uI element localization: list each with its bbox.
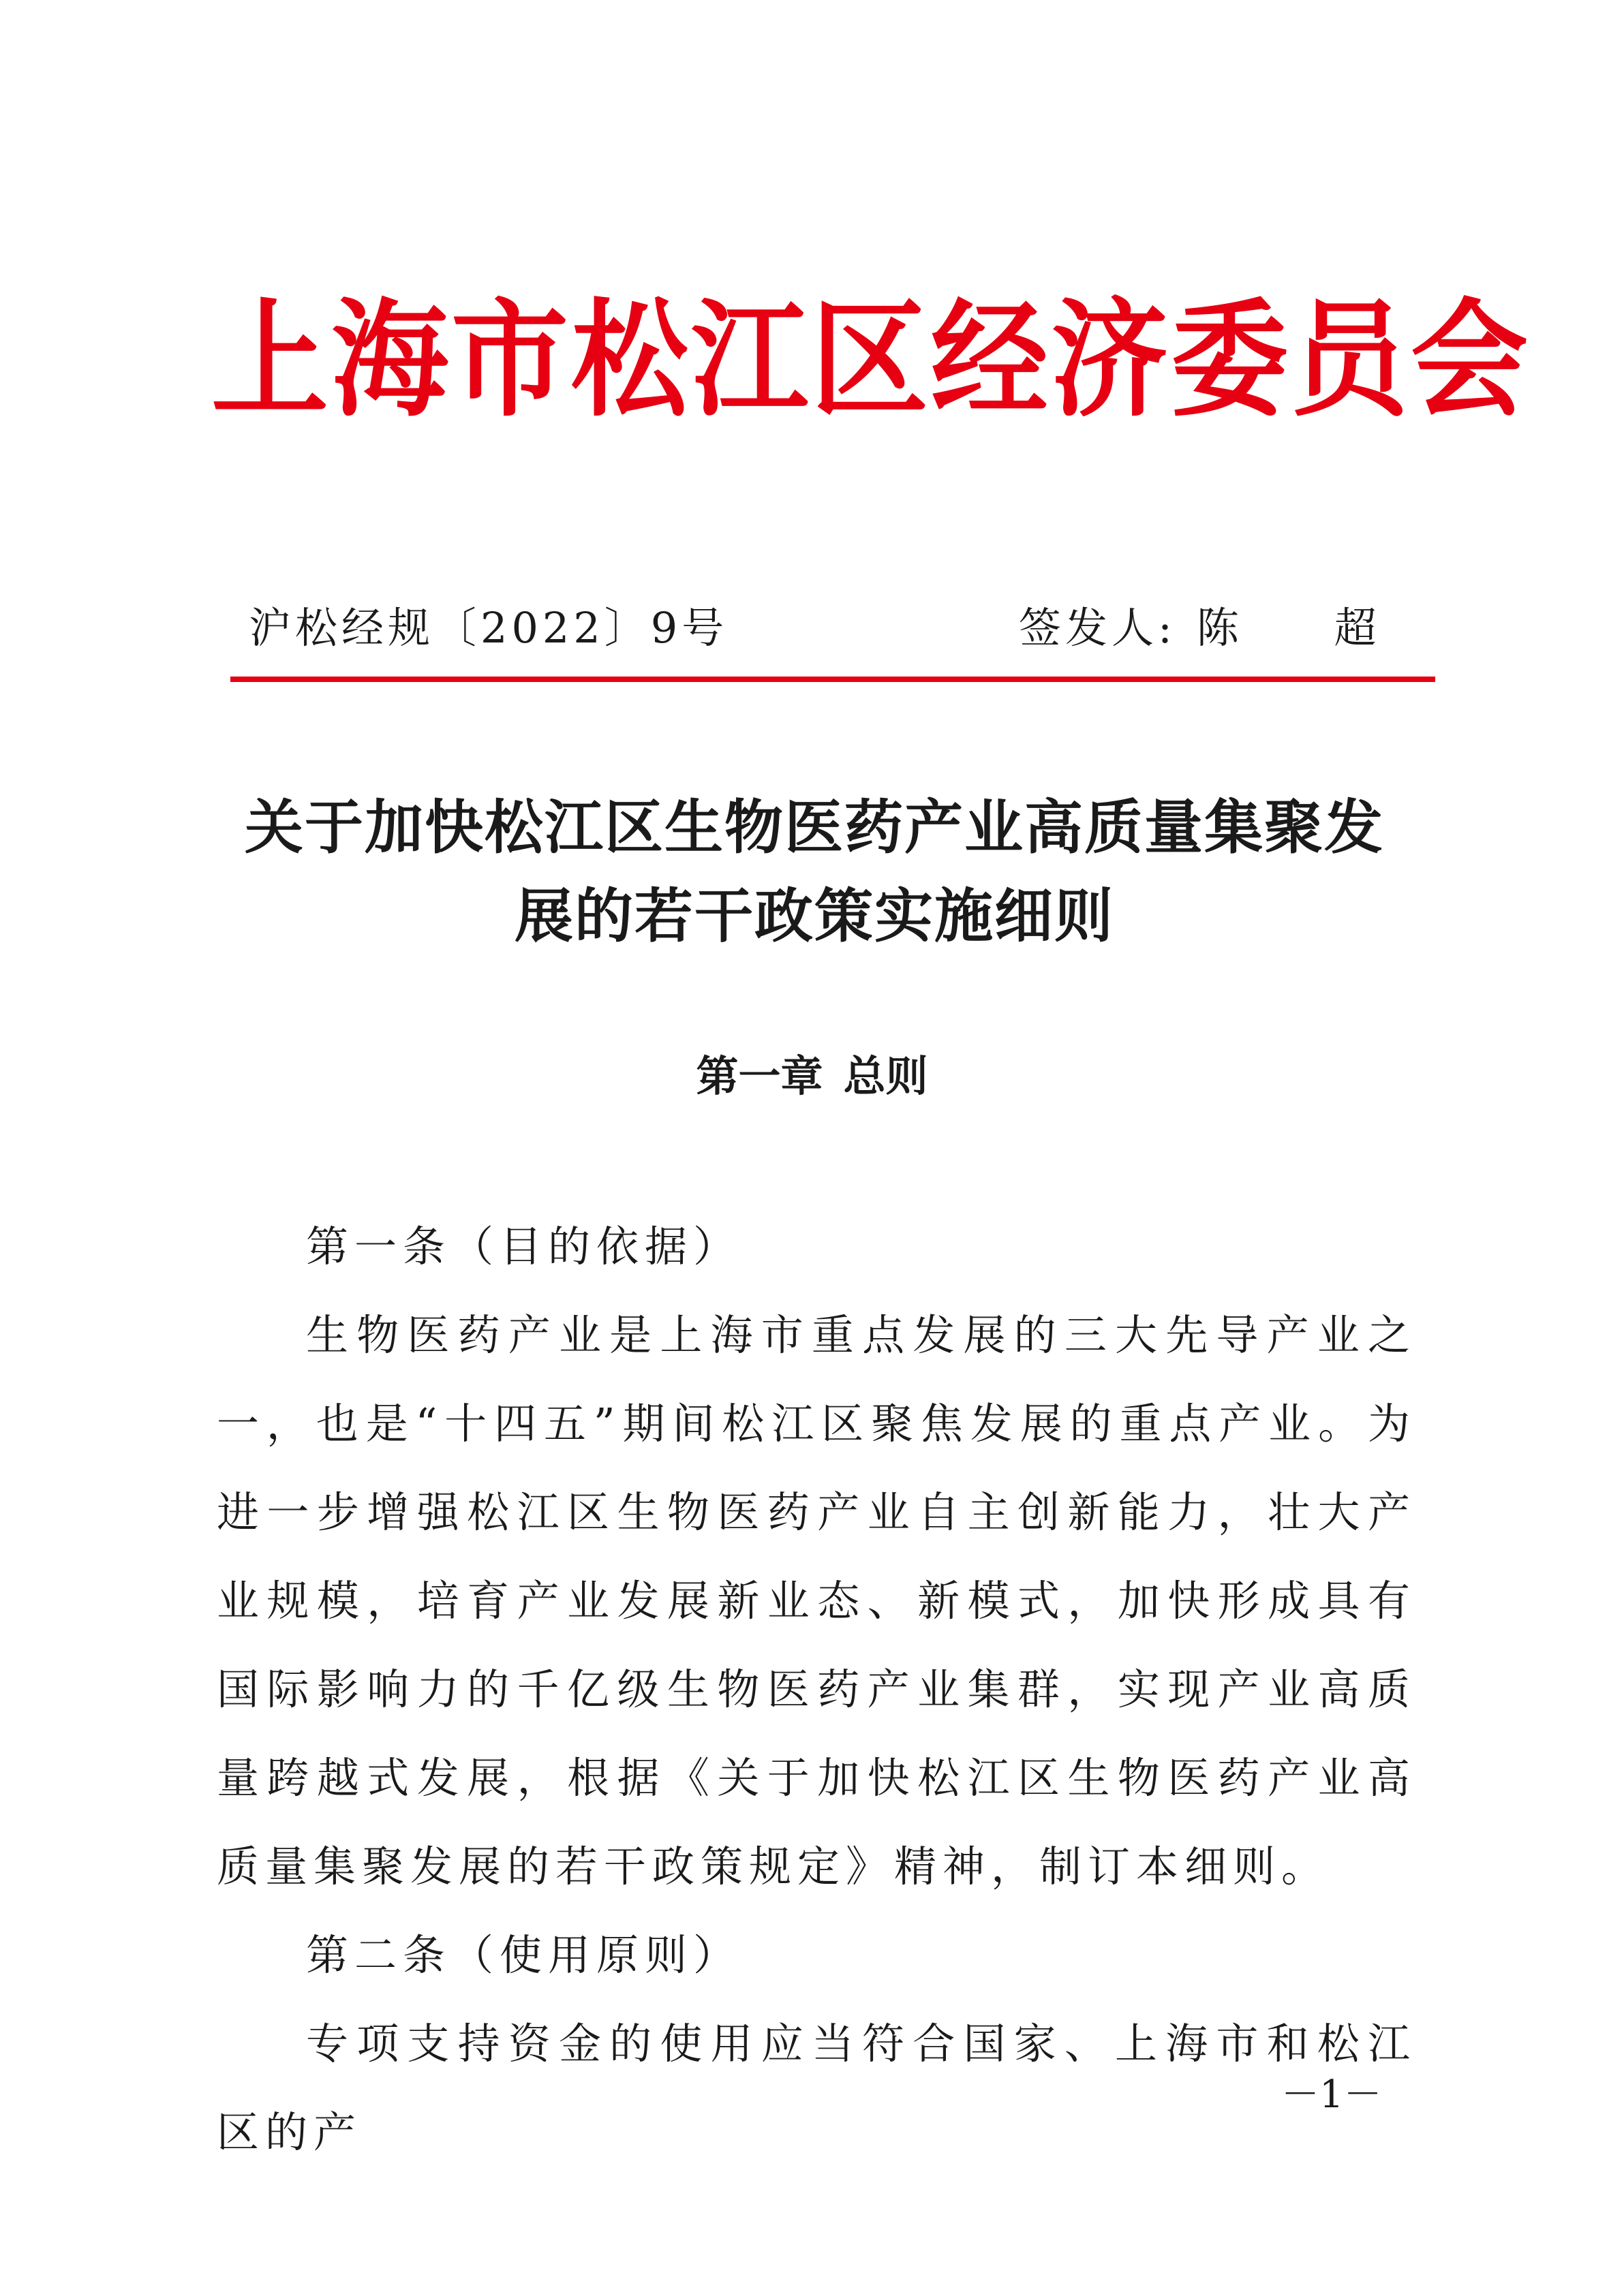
issuer-name: 陈 超 xyxy=(1196,603,1418,653)
paragraph: 生物医药产业是上海市重点发展的三大先导产业之一，也是“十四五”期间松江区聚焦发展的重点产业。为进一步增强松江区生物医药产业自主创新能力，壮大产业规模，培育产业发展新业态、新模式，加快形成具有国际影响力的千亿级生物医药产业集群，实现产业高质量跨越式发展，根据《关于加快松江区生物医药产业高质量集聚发展的若干政策规定》精神，制订本细则。 xyxy=(217,1310,1416,1891)
red-divider xyxy=(230,677,1435,682)
article-heading: 第二条（使用原则） xyxy=(306,1930,742,1980)
paragraph: 专项支持资金的使用应当符合国家、上海市和松江区的产 xyxy=(217,2019,1416,2157)
page-number: －1－ xyxy=(1281,2073,1382,2117)
issuer-line xyxy=(1019,601,1418,655)
document-title xyxy=(204,784,1424,961)
organization-header: 上海市松江区经济委员会 xyxy=(211,284,1531,435)
body-text xyxy=(217,1203,1416,2177)
title-line-1: 关于加快松江区生物医药产业高质量集聚发 xyxy=(245,793,1384,862)
chapter-name: 总则 xyxy=(843,1051,928,1101)
chapter-heading xyxy=(0,1049,1624,1104)
title-line-2: 展的若干政策实施细则 xyxy=(515,882,1114,950)
document-number: 沪松经规〔2022〕9号 xyxy=(249,603,729,653)
issuer-label: 签发人: xyxy=(1019,603,1176,653)
article-heading: 第一条（目的依据） xyxy=(306,1222,742,1271)
chapter-label: 第一章 xyxy=(696,1051,823,1101)
